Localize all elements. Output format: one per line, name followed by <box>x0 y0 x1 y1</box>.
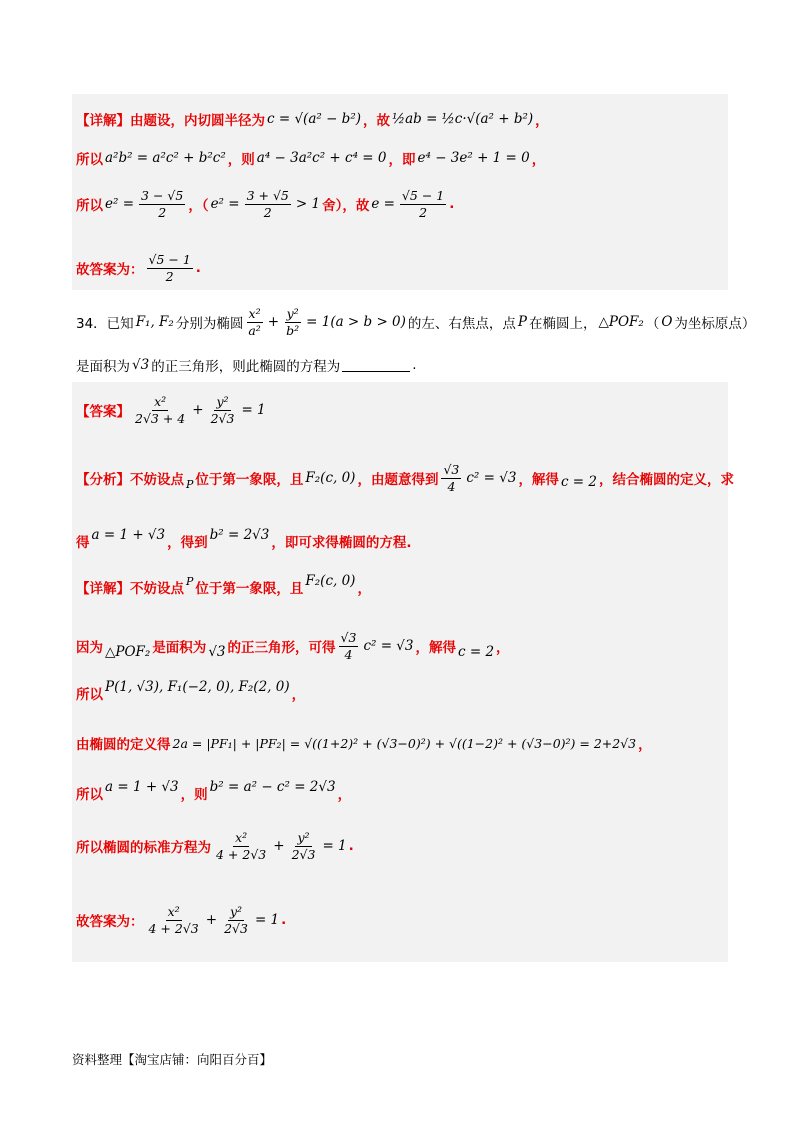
fraction: $\frac{\text{y²}}{2√3}$ <box>210 393 235 426</box>
detail-line-1: 【详解】由题设，内切圆半径为 c = √(a² − b²) ，故 ½ab = ½c·√(a² + b²) ， <box>76 111 549 129</box>
fraction: $\frac{3 - √5}{2}$ <box>141 187 184 220</box>
fraction: $\frac{\text{x²}}{2√3 + 4}$ <box>135 393 186 426</box>
analysis-line-2: 得 a = 1 + √3 ，得到 b² = 2√3 ，即可求得椭圆的方程. <box>76 527 412 551</box>
question-34-line-1: 34．已知 F₁, F₂ 分别为椭圆 $\frac{\text{x²}}{\text{a²}}$ + $\frac{\text{y²}}{\text{b²}}$ = 1(a > b > 0) 的左、右焦点，点 P 在椭圆上， △POF₂ （ O 为坐标原点） <box>76 305 756 338</box>
math-c-radius: c = √(a² − b²) <box>267 111 361 127</box>
fraction: $\frac{√5 - 1}{2}$ <box>401 187 445 220</box>
detail-line-6: 所以 P(1, √3), F₁(−2, 0), F₂(2, 0) ， <box>76 679 306 703</box>
fraction: $\frac{\text{y²}}{\text{b²}}$ <box>286 305 300 338</box>
fraction: $\frac{√5 - 1}{2}$ <box>148 251 191 284</box>
fraction: $\frac{\text{x²}}{4 + 2√3}$ <box>148 903 199 936</box>
fraction: $\frac{\text{y²}}{2√3}$ <box>291 829 316 862</box>
footer-source: 资料整理【淘宝店铺：向阳百分百】 <box>72 1052 273 1067</box>
math-area-eq: ½ab = ½c·√(a² + b²) <box>392 111 534 127</box>
detail-line-3: 所以 e² = $\frac{3 - √5}{2}$ ，（ e² = $\frac{3 + √5}{2}$ > 1 舍），故 e = $\frac{√5 - 1}{2}$ . <box>76 187 455 220</box>
analysis-line-1: 【分析】不妨设点 P 位于第一象限，且 F₂(c, 0) ，由题意得到 $\frac{√3}{4}$ c² = √3 ，解得 c = 2 ，结合椭圆的定义，求 <box>76 461 734 494</box>
detail-line-4: 【详解】不妨设点 P 位于第一象限，且 F₂(c, 0) ， <box>76 573 371 597</box>
fraction: $\frac{\text{x²}}{4 + 2√3}$ <box>216 829 267 862</box>
detail-line-7: 由椭圆的定义得 2a = |PF₁| + |PF₂| = √((1+2)² + (√3−0)²) + √((1−2)² + (√3−0)²) = 2+2√3 ， <box>76 735 652 753</box>
detail-line-8: 所以 a = 1 + √3 ，则 b² = a² − c² = 2√3 ， <box>76 779 352 803</box>
question-34-line-2: 是面积为 √3 的正三角形，则此椭圆的方程为 . <box>76 357 417 375</box>
detail-line-2: 所以 a²b² = a²c² + b²c² ，则 a⁴ − 3a²c² + c⁴ = 0 ，即 e⁴ − 3e² + 1 = 0 ， <box>76 150 546 168</box>
answer-line-3: 故答案为： $\frac{\text{x²}}{4 + 2√3}$ + $\frac{\text{y²}}{2√3}$ = 1 . <box>76 903 287 936</box>
answer-line-1: 故答案为： $\frac{√5 - 1}{2}$ . <box>76 251 201 284</box>
fraction: $\frac{\text{x²}}{\text{a²}}$ <box>248 305 261 338</box>
fraction: $\frac{\text{y²}}{2√3}$ <box>224 903 248 936</box>
answer-blank <box>342 359 410 372</box>
fraction: $\frac{√3}{4}$ <box>340 629 357 662</box>
fraction: $\frac{3 + √5}{2}$ <box>246 187 289 220</box>
detail-line-9: 所以椭圆的标准方程为 $\frac{\text{x²}}{4 + 2√3}$ + $\frac{\text{y²}}{2√3}$ = 1 . <box>76 829 354 862</box>
answer-line-2: 【答案】 $\frac{\text{x²}}{2√3 + 4}$ + $\frac{\text{y²}}{2√3}$ = 1 <box>76 393 266 426</box>
detail-line-5: 因为 △POF₂ 是面积为 √3 的正三角形，可得 $\frac{√3}{4}$ c² = √3 ，解得 c = 2 ， <box>76 629 510 662</box>
fraction: $\frac{√3}{4}$ <box>443 461 460 494</box>
